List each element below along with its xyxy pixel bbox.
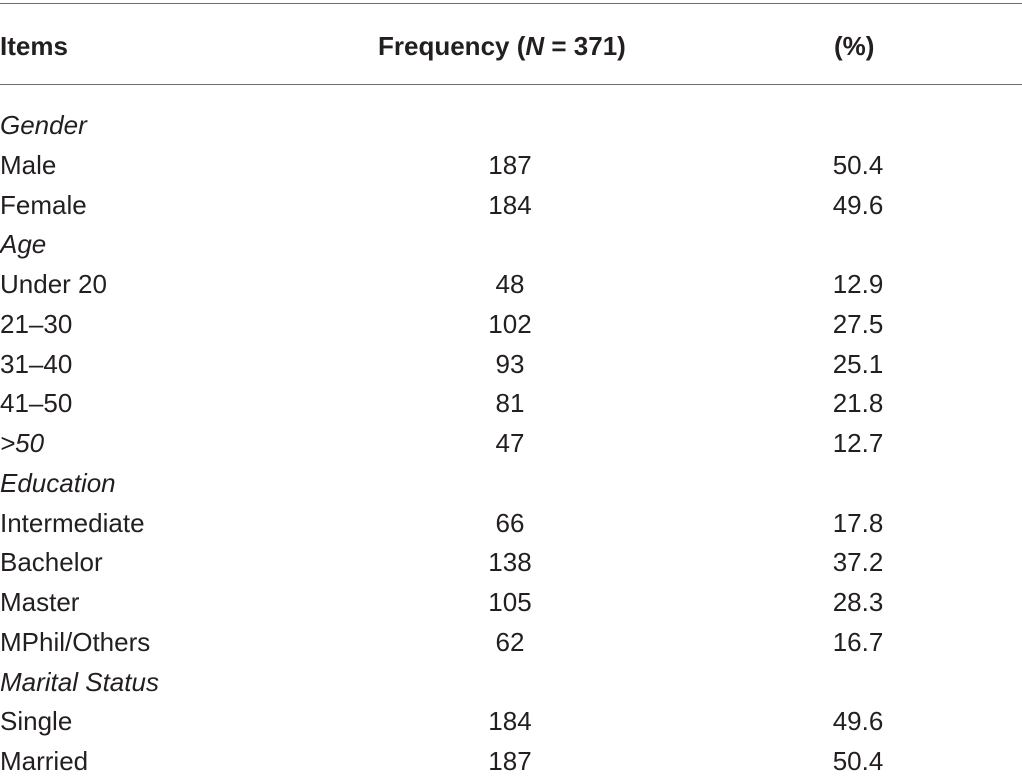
frequency-cell: 66	[495, 507, 525, 538]
percent-cell: 49.6	[832, 189, 884, 220]
frequency-cell: 47	[495, 428, 525, 458]
item-cell: 21–30	[0, 308, 73, 339]
frequency-cell: 105	[488, 587, 532, 617]
item-cell: 31–40	[0, 348, 73, 379]
table-row	[0, 543, 1022, 583]
frequency-cell: 184	[488, 189, 532, 220]
item-cell: Married	[0, 746, 89, 776]
table-row	[0, 742, 1022, 782]
percent-cell: 50.4	[832, 149, 884, 180]
item-cell: Male	[0, 149, 57, 180]
item-cell: Intermediate	[0, 507, 145, 538]
percent-cell: 27.5	[832, 308, 884, 339]
frequency-cell: 48	[495, 269, 525, 299]
table-section-row	[0, 464, 1022, 504]
percent-cell: 12.9	[832, 269, 884, 299]
table-row	[0, 424, 1022, 464]
item-cell: Female	[0, 189, 87, 220]
item-cell: Gender	[0, 110, 87, 140]
header-percent: (%)	[834, 31, 875, 61]
frequency-cell: 187	[488, 746, 532, 776]
percent-cell: 12.7	[832, 428, 884, 458]
percent-cell: 17.8	[832, 507, 884, 538]
percent-cell: 49.6	[832, 706, 884, 737]
table-section-row	[0, 106, 1022, 146]
percent-cell: 37.2	[832, 547, 884, 578]
table-top-rule	[0, 3, 1022, 4]
table-row	[0, 702, 1022, 742]
header-frequency-prefix: Frequency (	[378, 31, 526, 61]
table-row	[0, 186, 1022, 226]
table-header-rule	[0, 84, 1022, 85]
item-cell: Single	[0, 706, 73, 737]
table-row	[0, 265, 1022, 305]
frequency-cell: 81	[495, 388, 525, 419]
table-row	[0, 384, 1022, 424]
frequency-cell: 93	[495, 348, 525, 379]
percent-cell: 28.3	[832, 587, 884, 617]
item-cell: Education	[0, 467, 116, 498]
item-cell: >50	[0, 428, 45, 458]
header-frequency-n: N	[525, 31, 545, 61]
item-cell: Under 20	[0, 269, 107, 299]
percent-cell: 16.7	[832, 626, 884, 657]
header-items: Items	[0, 31, 68, 61]
percent-cell: 21.8	[832, 388, 884, 419]
frequency-cell: 102	[488, 308, 532, 339]
percent-cell: 50.4	[832, 746, 884, 776]
table-row	[0, 305, 1022, 345]
item-cell: Bachelor	[0, 547, 103, 578]
table-section-row	[0, 663, 1022, 703]
item-cell: Age	[0, 229, 47, 260]
item-cell: 41–50	[0, 388, 73, 419]
frequency-cell: 62	[495, 626, 525, 657]
item-cell: MPhil/Others	[0, 626, 151, 657]
table-row	[0, 146, 1022, 186]
header-frequency	[378, 28, 626, 64]
item-cell: Master	[0, 587, 80, 617]
table-row	[0, 623, 1022, 663]
frequency-cell: 187	[488, 149, 532, 180]
table-row	[0, 583, 1022, 623]
frequency-cell: 184	[488, 706, 532, 737]
table-section-row	[0, 225, 1022, 265]
item-cell: Marital Status	[0, 666, 159, 697]
frequency-cell: 138	[488, 547, 532, 578]
header-frequency-suffix: = 371)	[544, 31, 626, 61]
table-body	[0, 106, 1022, 782]
table-row	[0, 345, 1022, 385]
table-row	[0, 504, 1022, 544]
percent-cell: 25.1	[832, 348, 884, 379]
